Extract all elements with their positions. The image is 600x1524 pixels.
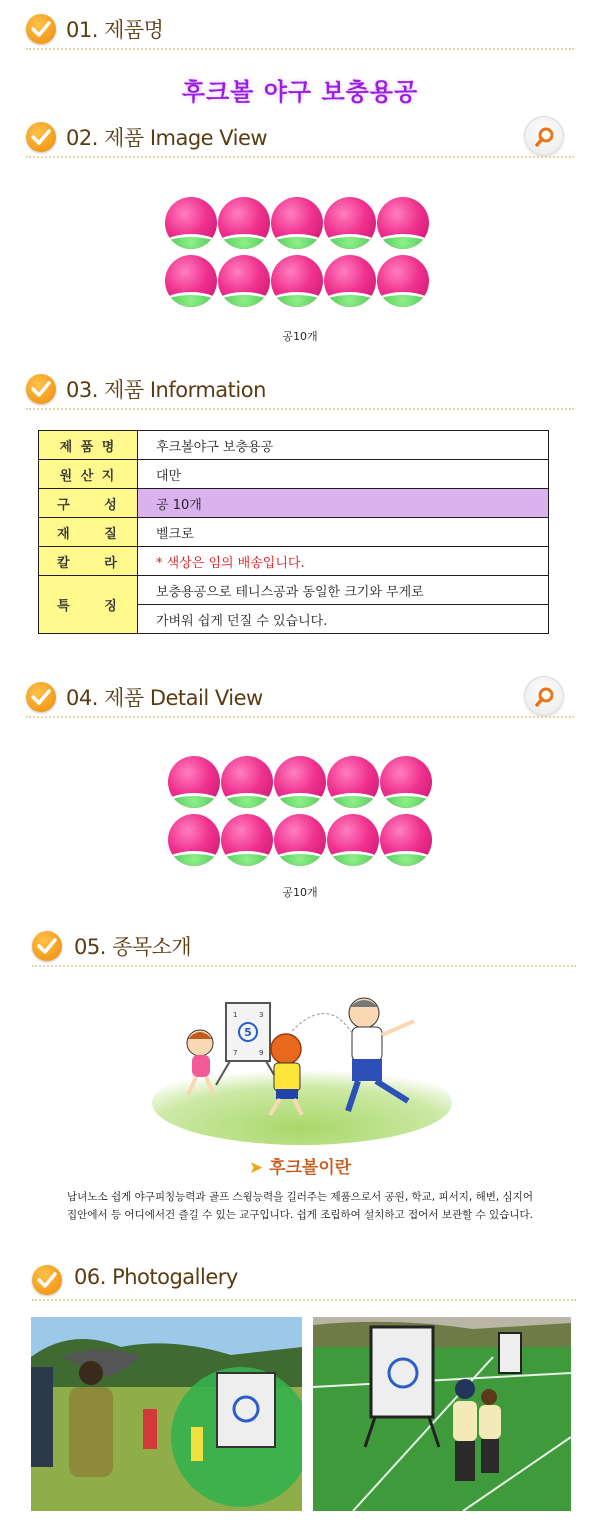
table-row — [39, 547, 549, 576]
row-value: 보충용공으로 테니스공과 동일한 크기와 무게로 — [138, 576, 549, 605]
row-label: 칼 라 — [39, 547, 138, 576]
table-row — [39, 431, 549, 460]
section-header-detail-view — [0, 674, 600, 724]
section-header-photogallery — [0, 1257, 600, 1307]
hookball-illustration — [152, 985, 452, 1145]
dotted-divider — [32, 965, 576, 967]
product-info-table — [38, 430, 549, 634]
intro-subheading — [0, 1153, 600, 1178]
section-header-intro — [0, 923, 600, 973]
target-number: 7 — [233, 1049, 238, 1057]
ball-image — [218, 197, 270, 249]
ball-image — [380, 814, 432, 866]
ball-image — [327, 756, 379, 808]
dotted-divider — [32, 1299, 576, 1301]
dotted-divider — [26, 408, 574, 410]
table-row — [39, 576, 549, 605]
check-icon — [32, 1265, 62, 1295]
ball-image — [221, 756, 273, 808]
image-caption: 공10개 — [282, 330, 318, 343]
ball-image — [168, 814, 220, 866]
ball-image — [380, 756, 432, 808]
row-value: 가벼워 쉽게 던질 수 있습니다. — [138, 605, 549, 634]
ball-image — [274, 814, 326, 866]
check-icon — [26, 14, 56, 44]
intro-line: 남녀노소 쉽게 야구피칭능력과 골프 스윙능력을 길러주는 제품으로서 공원, 학교, 피서지, 해변, 심지어 — [67, 1191, 533, 1203]
section-title: 05. 종목소개 — [74, 935, 192, 959]
section-header-information — [0, 366, 600, 416]
gallery-photo-park[interactable] — [31, 1317, 302, 1511]
check-icon — [32, 931, 62, 961]
check-icon — [26, 374, 56, 404]
ball-image — [271, 197, 323, 249]
ball-image — [165, 197, 217, 249]
zoom-icon[interactable] — [524, 116, 564, 156]
target-number: 1 — [233, 1011, 238, 1019]
gallery-photo-field[interactable] — [313, 1317, 571, 1511]
product-image-balls — [165, 197, 435, 307]
table-row — [39, 518, 549, 547]
ball-image — [165, 255, 217, 307]
section-header-product-name — [0, 6, 600, 56]
section-title: 01. 제품명 — [66, 18, 164, 42]
ball-image — [324, 197, 376, 249]
target-number: 3 — [259, 1011, 264, 1019]
intro-description — [40, 1188, 560, 1224]
ball-image — [271, 255, 323, 307]
section-title: 06. Photogallery — [74, 1265, 238, 1289]
row-value: 대만 — [138, 460, 549, 489]
ball-image — [377, 255, 429, 307]
target-number: 9 — [259, 1049, 264, 1057]
dotted-divider — [26, 716, 574, 718]
ball-image — [324, 255, 376, 307]
section-title: 03. 제품 Information — [66, 378, 266, 402]
ball-image — [168, 756, 220, 808]
dotted-divider — [26, 48, 574, 50]
ball-image — [274, 756, 326, 808]
ball-image — [377, 197, 429, 249]
intro-line: 집안에서 등 어디에서건 즐길 수 있는 교구입니다. 쉽게 조립하여 설치하고 접어서 보관할 수 있습니다. — [67, 1209, 533, 1221]
section-header-image-view — [0, 114, 600, 164]
intro-subheading-text: 후크볼이란 — [269, 1158, 352, 1178]
row-label: 재 질 — [39, 518, 138, 547]
row-value: 공 10개 — [138, 489, 549, 518]
ball-image — [221, 814, 273, 866]
row-label: 특 징 — [39, 576, 138, 634]
row-value: * 색상은 임의 배송입니다. — [138, 547, 549, 576]
section-title: 02. 제품 Image View — [66, 126, 268, 150]
product-name: 후크볼 야구 보충용공 — [181, 78, 419, 106]
row-label: 구 성 — [39, 489, 138, 518]
check-icon — [26, 122, 56, 152]
row-value: 후크볼야구 보충용공 — [138, 431, 549, 460]
section-title: 04. 제품 Detail View — [66, 686, 263, 710]
table-row — [39, 460, 549, 489]
ball-image — [218, 255, 270, 307]
ball-image — [327, 814, 379, 866]
dotted-divider — [26, 156, 574, 158]
arrow-right-icon: ➤ — [248, 1158, 264, 1178]
target-number: 5 — [244, 1026, 252, 1039]
row-label: 원 산 지 — [39, 460, 138, 489]
zoom-icon[interactable] — [524, 676, 564, 716]
table-row — [39, 489, 549, 518]
row-value: 벨크로 — [138, 518, 549, 547]
detail-caption: 공10개 — [282, 886, 318, 899]
check-icon — [26, 682, 56, 712]
detail-image-balls — [168, 756, 438, 866]
row-label: 제 품 명 — [39, 431, 138, 460]
